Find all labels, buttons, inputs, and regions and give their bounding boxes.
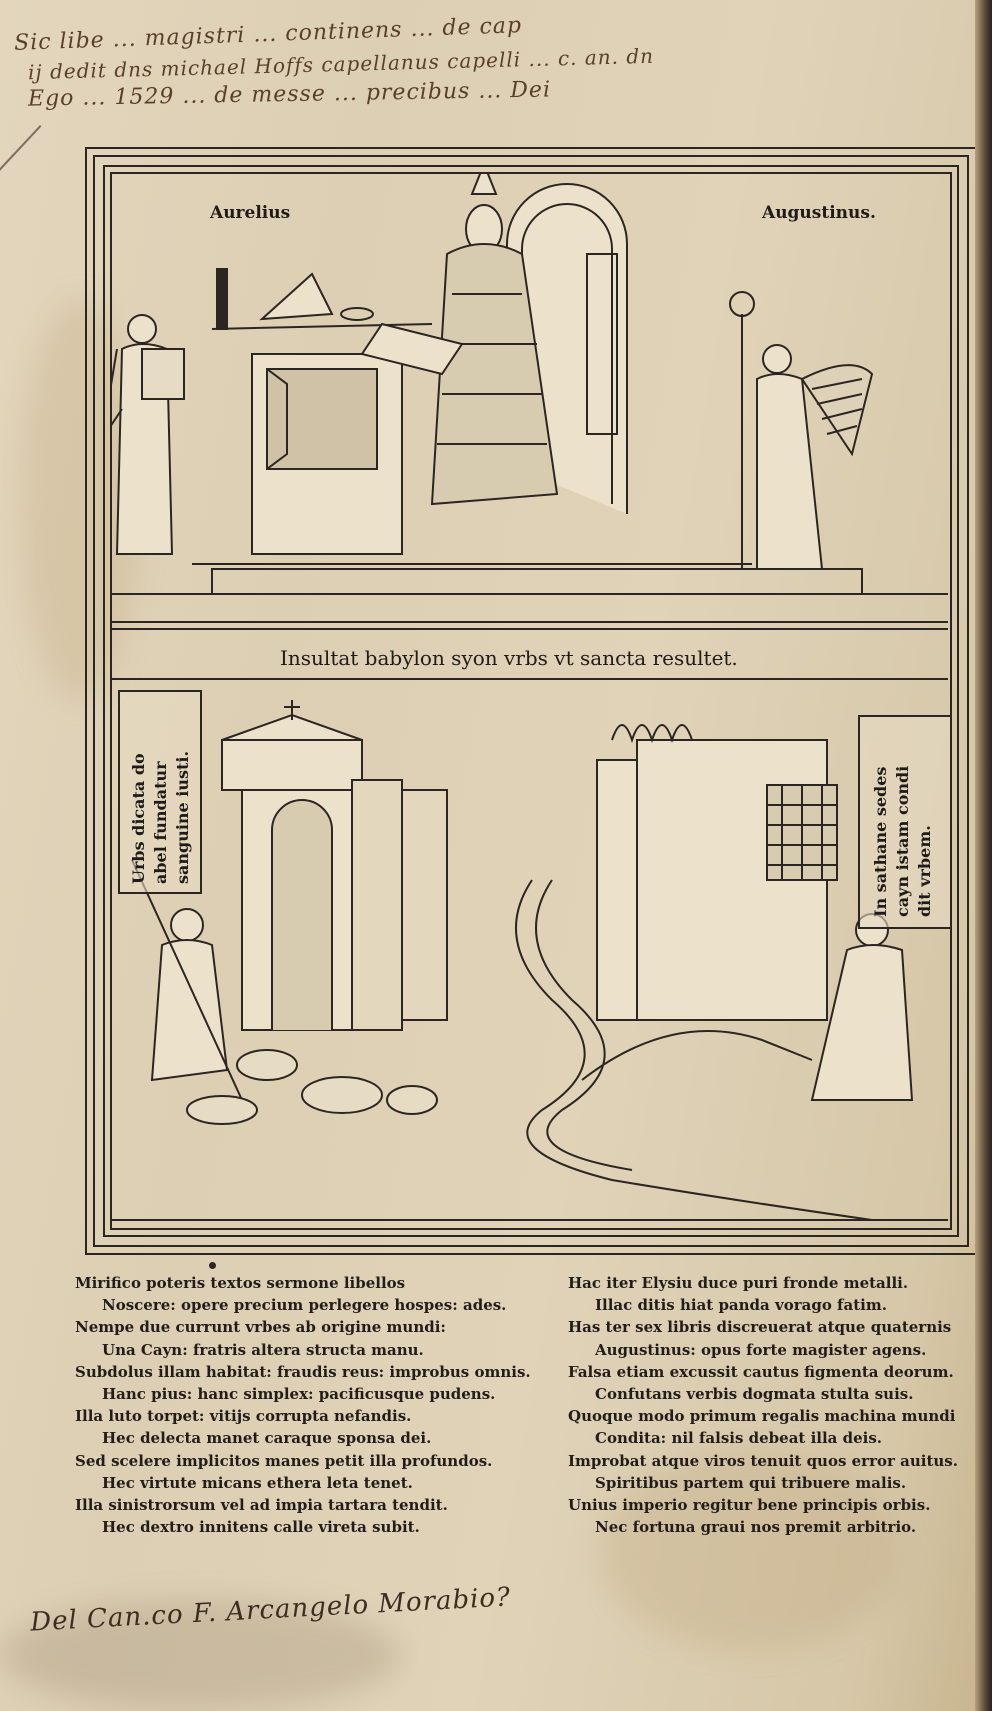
banner-cain-line-2: cayn istam condi (893, 765, 912, 917)
verse-line: Subdolus illam habitat: fraudis reus: improbus omnis. (75, 1362, 531, 1381)
caption-augustinus: Augustinus. (762, 203, 876, 223)
manuscript-ownership-note: Del Can.co F. Arcangelo Morabio? (29, 1582, 512, 1638)
verse-line: Confutans verbis dogmata stulta suis. (595, 1385, 914, 1404)
verse-line: Improbat atque viros tenuit quos error auitus. (568, 1451, 958, 1470)
two-cities-woodcut-illustration (112, 680, 948, 1225)
verse-line: Hec dextro innitens calle vireta subit. (102, 1518, 420, 1537)
banner-cain-line-1: In sathane sedes (871, 766, 890, 917)
banner-cain-city (858, 715, 952, 929)
verse-line: Hanc pius: hanc simplex: pacificusque pudens. (102, 1385, 496, 1404)
binding-edge (975, 0, 992, 1711)
banner-abel-line-1: Urbs dicata do (129, 753, 148, 884)
verse-line: Hec virtute micans ethera leta tenet. (102, 1473, 413, 1492)
verse-line: Augustinus: opus forte magister agens. (595, 1340, 927, 1359)
banner-abel-city (118, 690, 202, 894)
verse-line: Spiritibus partem qui tribuere malis. (595, 1473, 907, 1492)
ink-dot (209, 1262, 216, 1269)
verse-line: Falsa etiam excussit cautus figmenta deorum. (568, 1362, 954, 1381)
banner-abel-line-2: abel fundatur (151, 761, 170, 884)
verse-line: Unius imperio regitur bene principis orbis. (568, 1496, 931, 1515)
woodcut-title-line: Insultat babylon syon vrbs vt sancta resultet. (280, 646, 738, 670)
banner-cain-text (870, 727, 936, 917)
verses-right-column (568, 1272, 958, 1538)
verse-line: Condita: nil falsis debeat illa deis. (595, 1429, 883, 1448)
verse-line: Quoque modo primum regalis machina mundi (568, 1407, 956, 1426)
manuscript-note-line-3: Ego ... 1529 ... de messe ... precibus ... Dei (27, 77, 552, 112)
verse-line: Noscere: opere precium perlegere hospes: ades. (102, 1296, 507, 1315)
verse-line: Hec delecta manet caraque sponsa dei. (102, 1429, 432, 1448)
verse-line: Illa sinistrorsum vel ad impia tartara tendit. (75, 1496, 448, 1515)
verse-line: Una Cayn: fratris altera structa manu. (102, 1340, 424, 1359)
manuscript-note-line-2: ij dedit dns michael Hoffs capellanus capelli ... c. an. dn (27, 43, 655, 85)
banner-cain-line-3: dit vrbem. (915, 825, 934, 917)
manuscript-note-line-1: Sic libe ... magistri ... continens ... de cap (13, 13, 523, 56)
verse-line: Hac iter Elysiu duce puri fronde metalli. (568, 1274, 909, 1292)
scene-divider-top (112, 628, 948, 630)
verses-left-column (75, 1272, 531, 1538)
caption-aurelius: Aurelius (210, 203, 291, 223)
verse-line: Has ter sex libris discreuerat atque quaternis (568, 1318, 952, 1337)
augustine-woodcut-illustration (112, 174, 948, 634)
banner-abel-text (128, 700, 194, 884)
verse-line: Nec fortuna graui nos premit arbitrio. (595, 1518, 917, 1537)
verse-line: Illac ditis hiat panda vorago fatim. (595, 1296, 887, 1315)
verse-line: Nempe due currunt vrbes ab origine mundi: (75, 1318, 446, 1337)
verse-line: Illa luto torpet: vitijs corrupta nefandis. (75, 1407, 412, 1426)
verse-line: Mirifico poteris textos sermone libellos (75, 1274, 406, 1292)
banner-abel-line-3: sanguine iusti. (173, 750, 192, 884)
verse-line: Sed scelere implicitos manes petit illa profundos. (75, 1451, 493, 1470)
